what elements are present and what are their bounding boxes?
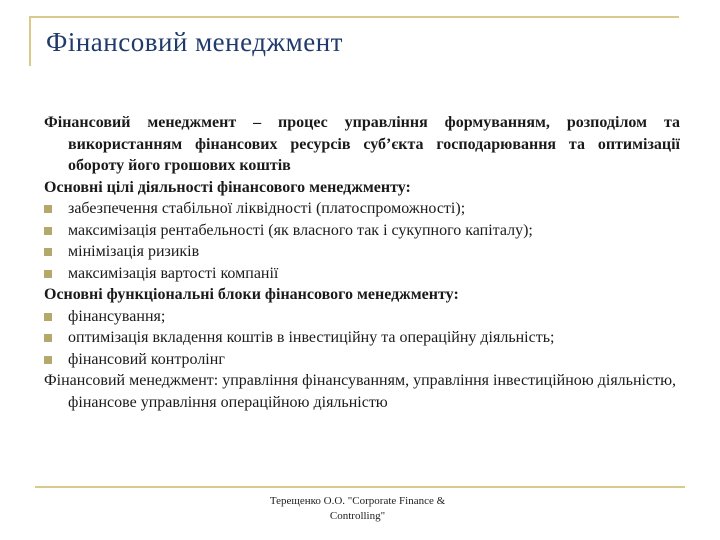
goal-item <box>44 220 680 242</box>
footer-line-1: Терещенко О.О. "Corporate Finance & <box>269 495 446 507</box>
footer-credit <box>255 494 460 524</box>
square-bullet-icon <box>44 227 52 235</box>
frame-top-rule <box>29 16 679 18</box>
goal-text: забезпечення стабільної ліквідності (платоспроможності); <box>68 200 466 217</box>
square-bullet-icon <box>44 205 52 213</box>
goal-text: мінімізація ризиків <box>68 243 200 260</box>
footer-rule <box>35 486 685 488</box>
block-item <box>44 349 680 371</box>
slide-title: Фінансовий менеджмент <box>46 27 343 57</box>
slide-body <box>44 112 680 413</box>
block-item <box>44 327 680 349</box>
square-bullet-icon <box>44 356 52 364</box>
footer-line-2: Controlling" <box>329 510 386 522</box>
goal-item <box>44 241 680 263</box>
goal-item <box>44 263 680 285</box>
square-bullet-icon <box>44 248 52 256</box>
blocks-heading: Основні функціональні блоки фінансового менеджменту: <box>44 286 459 303</box>
block-text: фінансування; <box>68 307 166 325</box>
goal-text: максимізація вартості компанії <box>68 264 279 282</box>
goal-item <box>44 198 680 220</box>
block-text: оптимізація вкладення коштів в інвестиційну та операційну діяльність; <box>68 329 555 346</box>
block-item <box>44 306 680 328</box>
goal-text: максимізація рентабельності (як власного так і сукупного капіталу); <box>68 221 533 239</box>
goals-heading: Основні цілі діяльності фінансового менеджменту: <box>44 178 411 196</box>
square-bullet-icon <box>44 313 52 321</box>
summary-paragraph: Фінансовий менеджмент: управління фінансуванням, управління інвестиційною діяльністю, фінансове управління операційною діяльністю <box>44 372 677 411</box>
frame-left-rule <box>29 16 31 66</box>
definition-paragraph: Фінансовий менеджмент – процес управління формуванням, розподілом та використанням фінансових ресурсів суб’єкта господарювання та оптимізації обороту його грошових коштів <box>44 114 680 174</box>
block-text: фінансовий контролінг <box>68 350 225 368</box>
square-bullet-icon <box>44 270 52 278</box>
square-bullet-icon <box>44 334 52 342</box>
